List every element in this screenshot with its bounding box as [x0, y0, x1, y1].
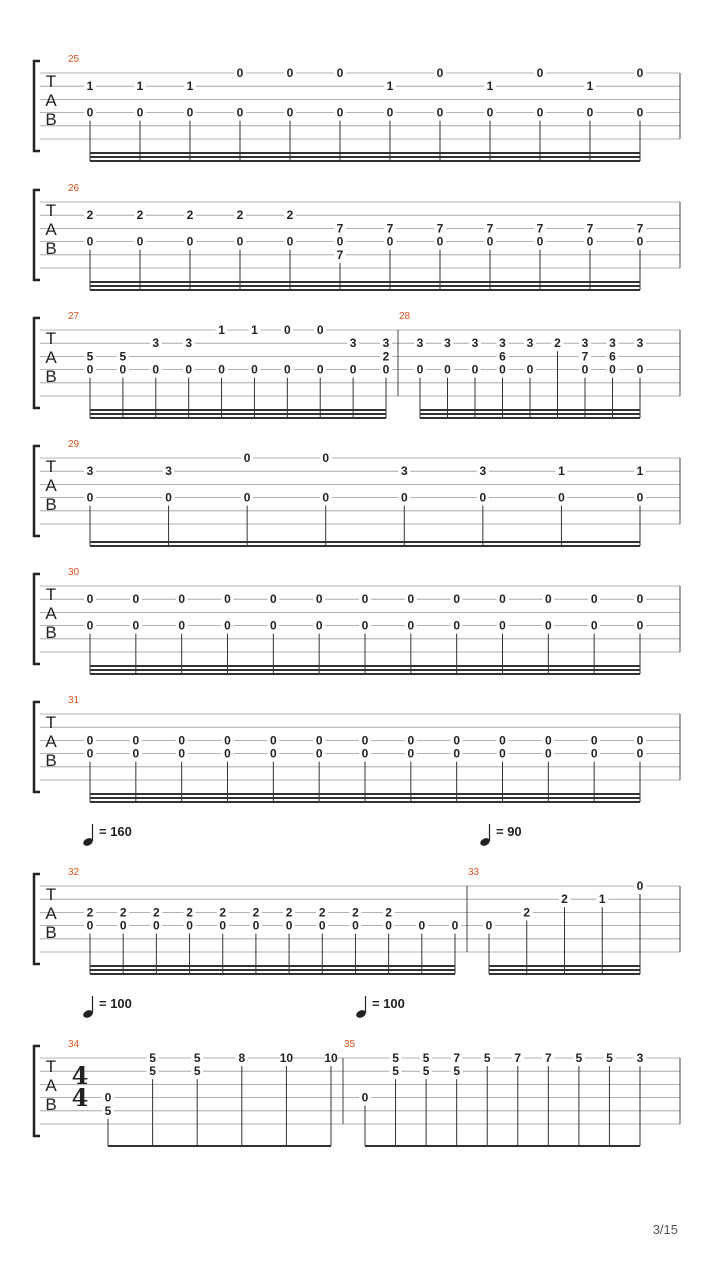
fret-number: 0 — [286, 66, 294, 80]
fret-number: 0 — [224, 592, 231, 607]
fret-number: 7 — [586, 221, 594, 236]
tab-clef-letter: B — [45, 623, 57, 642]
measure-number: 33 — [468, 867, 480, 878]
fret-number: 0 — [318, 918, 326, 933]
system-bracket — [34, 446, 40, 536]
fret-number: 0 — [544, 733, 552, 748]
fret-number: 0 — [132, 746, 140, 761]
measure-number: 32 — [68, 867, 80, 878]
measure-number: 31 — [68, 695, 80, 706]
fret-number: 0 — [316, 323, 324, 337]
fret-number: 0 — [336, 105, 344, 120]
fret-number: 1 — [86, 79, 94, 94]
measure-number: 27 — [68, 311, 80, 322]
fret-number: 3 — [416, 336, 424, 351]
fret-number: 0 — [186, 105, 194, 120]
fret-number: 3 — [471, 336, 479, 351]
fret-number: 5 — [483, 1051, 491, 1065]
tab-clef-letter: B — [45, 751, 57, 770]
fret-number: 5 — [392, 1064, 399, 1079]
fret-number: 2 — [86, 208, 94, 223]
tempo-marking: = 100 — [372, 996, 405, 1011]
fret-number: 0 — [590, 733, 598, 748]
tab-clef-letter: A — [45, 1076, 57, 1095]
fret-number: 0 — [285, 918, 293, 933]
fret-number: 0 — [636, 592, 644, 607]
fret-number: 0 — [165, 490, 172, 505]
fret-number: 5 — [422, 1064, 430, 1079]
fret-number: 3 — [349, 336, 357, 351]
fret-number: 0 — [86, 234, 94, 249]
fret-number: 5 — [104, 1103, 112, 1118]
fret-number: 0 — [436, 234, 444, 249]
fret-number: 0 — [636, 879, 644, 893]
fret-number: 5 — [149, 1064, 156, 1079]
fret-number: 0 — [361, 592, 369, 607]
tab-clef-letter: T — [45, 1057, 57, 1076]
measure-number: 29 — [68, 439, 80, 450]
fret-number: 1 — [218, 323, 225, 337]
fret-number: 0 — [178, 618, 186, 633]
fret-number: 0 — [269, 592, 277, 607]
fret-number: 0 — [386, 105, 394, 120]
fret-number: 0 — [86, 490, 94, 505]
tab-clef-letter: B — [45, 1095, 57, 1114]
fret-number: 0 — [416, 362, 424, 377]
measure-number: 25 — [68, 54, 80, 65]
fret-number: 5 — [86, 349, 94, 364]
fret-number: 0 — [152, 362, 160, 377]
fret-number: 0 — [86, 105, 94, 120]
fret-number: 7 — [636, 221, 644, 236]
tab-clef-letter: T — [45, 585, 57, 604]
fret-number: 0 — [636, 733, 644, 748]
tab-system — [34, 439, 680, 546]
tab-clef-letter: A — [45, 348, 57, 367]
fret-number: 0 — [636, 746, 644, 761]
fret-number: 0 — [136, 234, 144, 249]
measure-number: 35 — [344, 1039, 356, 1050]
tab-clef-letter: T — [45, 72, 57, 91]
fret-number: 0 — [386, 234, 394, 249]
fret-number: 3 — [526, 336, 534, 351]
tab-clef-letter: A — [45, 604, 57, 623]
fret-number: 5 — [193, 1051, 201, 1065]
fret-number: 0 — [499, 733, 506, 748]
fret-number: 0 — [590, 746, 598, 761]
time-signature-digit: 4 — [71, 1083, 89, 1112]
fret-number: 5 — [453, 1064, 461, 1079]
fret-number: 0 — [322, 451, 330, 465]
fret-number: 0 — [499, 746, 506, 761]
fret-number: 0 — [286, 234, 294, 249]
fret-number: 0 — [444, 362, 451, 377]
fret-number: 5 — [575, 1051, 583, 1065]
fret-number: 3 — [152, 336, 160, 351]
fret-number: 0 — [536, 66, 544, 80]
fret-number: 0 — [224, 746, 231, 761]
fret-number: 0 — [544, 592, 552, 607]
tab-system — [34, 824, 680, 974]
fret-number: 0 — [400, 490, 408, 505]
fret-number: 5 — [119, 349, 127, 364]
fret-number: 0 — [436, 66, 444, 80]
tab-system — [34, 567, 680, 674]
fret-number: 0 — [536, 105, 544, 120]
fret-number: 0 — [269, 746, 277, 761]
fret-number: 0 — [453, 592, 461, 607]
fret-number: 0 — [453, 733, 461, 748]
fret-number: 0 — [499, 362, 506, 377]
fret-number: 0 — [236, 105, 244, 120]
fret-number: 2 — [554, 336, 561, 351]
fret-number: 0 — [132, 733, 140, 748]
fret-number: 0 — [283, 323, 291, 337]
fret-number: 0 — [236, 66, 244, 80]
fret-number: 0 — [526, 362, 534, 377]
fret-number: 0 — [251, 362, 258, 377]
fret-number: 7 — [336, 247, 344, 262]
fret-number: 0 — [485, 918, 493, 933]
fret-number: 0 — [451, 918, 459, 933]
fret-number: 0 — [453, 618, 461, 633]
fret-number: 2 — [286, 208, 294, 223]
tab-system — [34, 311, 680, 418]
tab-clef-letter: A — [45, 732, 57, 751]
tab-clef-letter: T — [45, 457, 57, 476]
fret-number: 0 — [178, 592, 186, 607]
fret-number: 0 — [544, 746, 552, 761]
tab-system — [34, 183, 680, 290]
time-signature-digit: 4 — [71, 1061, 89, 1090]
fret-number: 2 — [86, 905, 94, 920]
fret-number: 7 — [514, 1051, 522, 1065]
system-bracket — [34, 874, 40, 964]
fret-number: 0 — [243, 490, 251, 505]
fret-number: 0 — [224, 618, 231, 633]
tab-clef-letter: A — [45, 476, 57, 495]
fret-number: 3 — [444, 336, 451, 351]
tempo-marking: = 90 — [496, 824, 522, 839]
fret-number: 0 — [486, 234, 494, 249]
fret-number: 0 — [609, 362, 616, 377]
fret-number: 5 — [193, 1064, 201, 1079]
fret-number: 0 — [243, 451, 251, 465]
fret-number: 0 — [586, 105, 594, 120]
fret-number: 0 — [536, 234, 544, 249]
fret-number: 0 — [136, 105, 144, 120]
fret-number: 0 — [178, 746, 186, 761]
fret-number: 0 — [636, 618, 644, 633]
fret-number: 0 — [479, 490, 487, 505]
fret-number: 2 — [136, 208, 144, 223]
fret-number: 0 — [590, 592, 598, 607]
fret-number: 1 — [186, 79, 194, 94]
fret-number: 0 — [361, 618, 369, 633]
fret-number: 0 — [499, 592, 506, 607]
fret-number: 0 — [219, 918, 227, 933]
fret-number: 7 — [536, 221, 544, 236]
fret-number: 7 — [436, 221, 444, 236]
fret-number: 7 — [486, 221, 494, 236]
fret-number: 1 — [251, 323, 258, 337]
fret-number: 0 — [453, 746, 461, 761]
fret-number: 0 — [119, 362, 127, 377]
fret-number: 0 — [486, 105, 494, 120]
fret-number: 0 — [104, 1090, 112, 1105]
fret-number: 6 — [499, 349, 506, 364]
fret-number: 0 — [636, 234, 644, 249]
fret-number: 10 — [279, 1051, 294, 1065]
fret-number: 1 — [386, 79, 394, 94]
fret-number: 1 — [598, 892, 606, 907]
fret-number: 0 — [132, 592, 140, 607]
measure-number: 30 — [68, 567, 80, 578]
tab-system — [34, 54, 680, 161]
fret-number: 0 — [361, 1090, 369, 1105]
fret-number: 0 — [86, 918, 94, 933]
fret-number: 0 — [315, 746, 323, 761]
fret-number: 2 — [153, 905, 160, 920]
fret-number: 2 — [252, 905, 260, 920]
measure-number: 28 — [399, 311, 411, 322]
fret-number: 0 — [349, 362, 357, 377]
fret-number: 3 — [636, 1051, 644, 1065]
fret-number: 0 — [336, 234, 344, 249]
tab-clef-letter: B — [45, 110, 57, 129]
fret-number: 0 — [361, 733, 369, 748]
fret-number: 6 — [609, 349, 616, 364]
tab-clef-letter: B — [45, 367, 57, 386]
fret-number: 3 — [479, 464, 487, 479]
system-bracket — [34, 318, 40, 408]
tempo-marking: = 160 — [99, 824, 132, 839]
fret-number: 2 — [523, 905, 531, 920]
fret-number: 3 — [499, 336, 506, 351]
fret-number: 0 — [385, 918, 392, 933]
fret-number: 0 — [382, 362, 390, 377]
fret-number: 0 — [558, 490, 565, 505]
fret-number: 0 — [499, 618, 506, 633]
tab-system — [34, 695, 680, 802]
measure-number: 26 — [68, 183, 80, 194]
tab-clef-letter: B — [45, 923, 57, 942]
tab-clef-letter: A — [45, 220, 57, 239]
fret-number: 0 — [132, 618, 140, 633]
fret-number: 2 — [236, 208, 244, 223]
fret-number: 3 — [165, 464, 172, 479]
tab-clef-letter: A — [45, 904, 57, 923]
fret-number: 2 — [186, 208, 194, 223]
tempo-marking: = 100 — [99, 996, 132, 1011]
fret-number: 0 — [236, 234, 244, 249]
fret-number: 0 — [269, 733, 277, 748]
fret-number: 5 — [392, 1051, 399, 1065]
fret-number: 5 — [606, 1051, 613, 1065]
fret-number: 0 — [252, 918, 260, 933]
tab-clef-letter: T — [45, 329, 57, 348]
fret-number: 0 — [224, 733, 231, 748]
fret-number: 0 — [322, 490, 330, 505]
fret-number: 7 — [581, 349, 589, 364]
fret-number: 5 — [422, 1051, 430, 1065]
fret-number: 3 — [400, 464, 408, 479]
measure-number: 34 — [68, 1039, 80, 1050]
fret-number: 3 — [382, 336, 390, 351]
fret-number: 7 — [386, 221, 394, 236]
fret-number: 1 — [586, 79, 594, 94]
fret-number: 0 — [86, 733, 94, 748]
fret-number: 2 — [285, 905, 293, 920]
system-bracket — [34, 702, 40, 792]
system-bracket — [34, 61, 40, 151]
fret-number: 0 — [315, 592, 323, 607]
tab-clef-letter: T — [45, 201, 57, 220]
fret-number: 7 — [453, 1051, 461, 1065]
fret-number: 7 — [544, 1051, 552, 1065]
fret-number: 3 — [581, 336, 589, 351]
fret-number: 0 — [352, 918, 359, 933]
fret-number: 0 — [185, 362, 193, 377]
fret-number: 0 — [636, 490, 644, 505]
fret-number: 0 — [436, 105, 444, 120]
fret-number: 3 — [609, 336, 616, 351]
fret-number: 0 — [153, 918, 160, 933]
fret-number: 3 — [185, 336, 193, 351]
fret-number: 0 — [636, 105, 644, 120]
fret-number: 0 — [471, 362, 479, 377]
page-number: 3/15 — [652, 1222, 678, 1237]
fret-number: 0 — [119, 918, 127, 933]
fret-number: 3 — [86, 464, 94, 479]
fret-number: 0 — [636, 66, 644, 80]
fret-number: 7 — [336, 221, 344, 236]
tab-clef-letter: B — [45, 495, 57, 514]
fret-number: 2 — [561, 892, 568, 907]
tab-system — [34, 996, 680, 1146]
fret-number: 10 — [324, 1051, 338, 1065]
fret-number: 0 — [315, 618, 323, 633]
fret-number: 0 — [186, 234, 194, 249]
system-bracket — [34, 1046, 40, 1136]
fret-number: 2 — [385, 905, 392, 920]
fret-number: 0 — [361, 746, 369, 761]
fret-number: 0 — [407, 618, 415, 633]
fret-number: 8 — [238, 1051, 246, 1065]
tab-clef-letter: T — [45, 713, 57, 732]
fret-number: 0 — [407, 733, 415, 748]
fret-number: 0 — [407, 592, 415, 607]
fret-number: 0 — [286, 105, 294, 120]
fret-number: 0 — [218, 362, 225, 377]
fret-number: 0 — [581, 362, 589, 377]
tab-clef-letter: A — [45, 91, 57, 110]
fret-number: 0 — [636, 362, 644, 377]
fret-number: 0 — [283, 362, 291, 377]
fret-number: 0 — [586, 234, 594, 249]
fret-number: 0 — [590, 618, 598, 633]
fret-number: 1 — [136, 79, 144, 94]
fret-number: 0 — [315, 733, 323, 748]
fret-number: 2 — [352, 905, 359, 920]
fret-number: 0 — [336, 66, 344, 80]
fret-number: 0 — [269, 618, 277, 633]
fret-number: 2 — [318, 905, 326, 920]
fret-number: 2 — [186, 905, 193, 920]
fret-number: 0 — [418, 918, 426, 933]
fret-number: 2 — [219, 905, 227, 920]
fret-number: 1 — [636, 464, 644, 479]
tab-clef-letter: B — [45, 239, 57, 258]
fret-number: 0 — [544, 618, 552, 633]
fret-number: 0 — [86, 362, 94, 377]
system-bracket — [34, 190, 40, 280]
fret-number: 1 — [558, 464, 565, 479]
fret-number: 0 — [178, 733, 186, 748]
fret-number: 0 — [86, 746, 94, 761]
fret-number: 1 — [486, 79, 494, 94]
system-bracket — [34, 574, 40, 664]
fret-number: 3 — [636, 336, 644, 351]
tab-clef-letter: T — [45, 885, 57, 904]
fret-number: 0 — [407, 746, 415, 761]
fret-number: 0 — [86, 618, 94, 633]
fret-number: 5 — [149, 1051, 156, 1065]
fret-number: 2 — [382, 349, 390, 364]
fret-number: 0 — [86, 592, 94, 607]
fret-number: 2 — [119, 905, 127, 920]
fret-number: 0 — [316, 362, 324, 377]
fret-number: 0 — [186, 918, 193, 933]
